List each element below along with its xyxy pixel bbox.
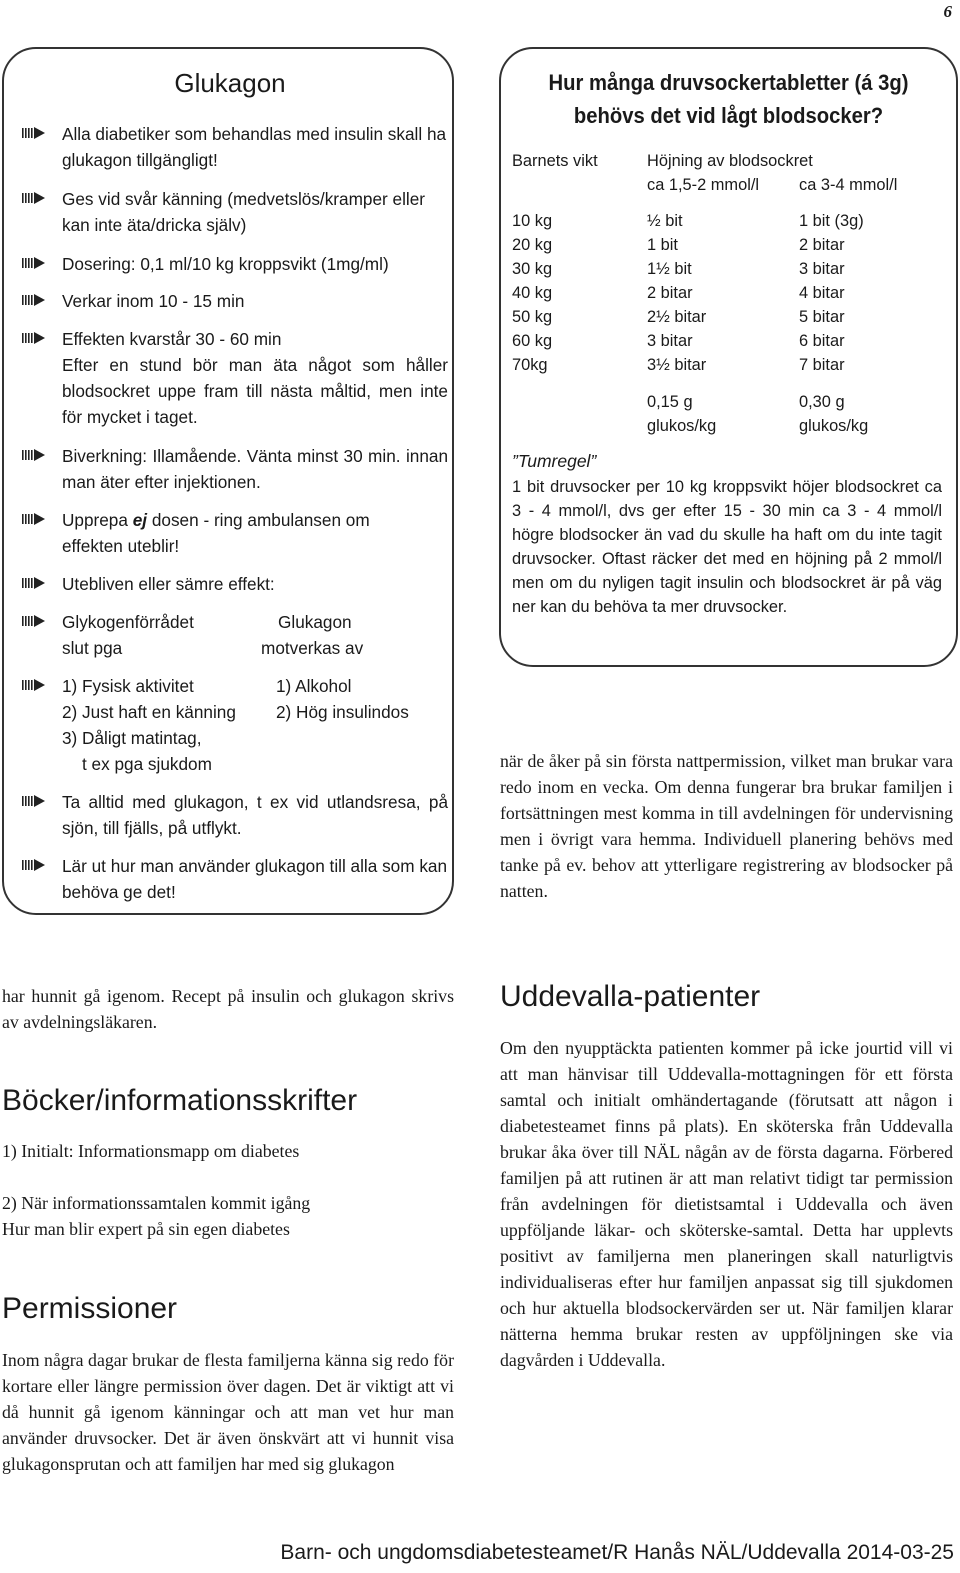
table-cell: 3 bitar xyxy=(647,332,693,350)
page-number: 6 xyxy=(943,2,952,21)
footer: Barn- och ungdomsdiabetesteamet/R Hanås NÄL/Uddevalla 2014-03-25 xyxy=(280,1541,954,1564)
arrow-icon xyxy=(22,330,46,346)
col-weight-header: Barnets vikt xyxy=(512,152,598,170)
glukagon-col-label: Glukagon xyxy=(278,612,352,632)
arrow-icon xyxy=(22,575,46,591)
table-cell: 2 bitar xyxy=(647,284,693,302)
druvsocker-title-line1: Hur många druvsockertabletter (á 3g) xyxy=(548,70,909,95)
table-cell: 7 bitar xyxy=(799,356,845,374)
glykogen-label: Glykogenförrådet xyxy=(62,612,194,632)
table-cell: 50 kg xyxy=(512,308,553,326)
recept-paragraph: har hunnit gå igenom. Recept på insulin och glukagon skrivs av avdelningsläkaren. xyxy=(2,986,454,1032)
cause-3-detail: t ex pga sjukdom xyxy=(82,754,212,774)
books-item-2: 2) När informationssamtalen kommit igång xyxy=(2,1193,311,1213)
table-cell: 3½ bitar xyxy=(647,356,707,374)
counter-1: 1) Alkohol xyxy=(276,676,352,696)
glukagon-title: Glukagon xyxy=(174,68,286,98)
col-rise-sub1: ca 1,5-2 mmol/l xyxy=(647,176,760,194)
tumregel-title: ”Tumregel” xyxy=(512,451,597,471)
table-cell: 6 bitar xyxy=(799,332,845,350)
table-cell: 60 kg xyxy=(512,332,553,350)
permissioner-text: Inom några dagar brukar de flesta familjerna känna sig redo för kortare eller längre permission över dagen. Det är viktigt att vi då hunnit gå igenom känningar och att man vet hur man använder druvsocker. Det är även önskvärt att vi hunnit visa glukagonsprutan och att familjen har med sig glukagon xyxy=(2,1350,454,1474)
arrow-icon xyxy=(22,857,46,873)
glukagon-item-10 xyxy=(62,673,448,777)
table-cell: 2½ bitar xyxy=(647,308,707,326)
glukagon-item-2: Ges vid svår känning (medvetslös/kramper eller kan inte äta/dricka själv) xyxy=(62,189,425,235)
arrow-icon xyxy=(22,793,46,809)
books-heading: Böcker/informationsskrifter xyxy=(2,1084,358,1117)
table-cell: 10 kg xyxy=(512,212,553,230)
upprepa-rest: dosen - ring ambulansen om effekten uteblir! xyxy=(62,510,370,556)
glukagon-item-1: Alla diabetiker som behandlas med insulin skall ha glukagon tillgängligt! xyxy=(62,124,447,170)
glukagon-item-7 xyxy=(62,507,402,559)
tumregel-text: 1 bit druvsocker per 10 kg kroppsvikt höjer blodsockret ca 3 - 4 mmol/l, dvs ger efter 15 - 30 min ca 3 - 4 mmol/l högre blodsocker än vad du skulle ha haft om du inte tagit druvsocker. Oftast räcker det med en höjning på 2 mmol/l men om du nyligen tagit insulin och blodsockret är på väg ner kan du behöva ta mer druvsocker. xyxy=(512,478,942,616)
counter-2: 2) Hög insulindos xyxy=(276,702,409,722)
glukagon-item-4: Verkar inom 10 - 15 min xyxy=(62,291,245,311)
glukagon-item-12: Lär ut hur man använder glukagon till alla som kan behöva ge det! xyxy=(62,856,448,902)
cause-2: 2) Just haft en känning xyxy=(62,702,236,722)
glukagon-item-11: Ta alltid med glukagon, t ex vid utlandsresa, på sjön, till fjälls, på utflykt. xyxy=(62,792,448,838)
arrow-icon xyxy=(22,447,46,463)
cause-3: 3) Dåligt matintag, xyxy=(62,728,202,748)
glukagon-item-5-detail: Efter en stund bör man äta något som håller blodsockret uppe fram till nästa måltid, men inte för mycket i taget. xyxy=(62,355,448,427)
table-cell: 5 bitar xyxy=(799,308,845,326)
permissioner-heading: Permissioner xyxy=(2,1292,178,1325)
table-cell: 3 bitar xyxy=(799,260,845,278)
table-cell: 70kg xyxy=(512,356,548,374)
glukagon-item-6: Biverkning: Illamående. Vänta minst 30 min. innan man äter efter injektionen. xyxy=(62,446,448,492)
uddevalla-heading: Uddevalla-patienter xyxy=(500,980,761,1013)
glukagon-item-9 xyxy=(62,609,448,661)
glucose-per-kg-2: 0,30 g xyxy=(799,393,845,411)
arrow-icon xyxy=(22,190,46,206)
col-rise-header: Höjning av blodsockret xyxy=(647,152,813,170)
books-item-1: 1) Initialt: Informationsmapp om diabetes xyxy=(2,1141,300,1161)
nattpermission-paragraph: när de åker på sin första nattpermission, vilket man brukar vara redo inom en vecka. Om denna fungerar bra brukar familjen i fortsättningen mest komma in till avdelningen för undervisning men i övrigt vara hemma. Individuell planering behövs med tanke på ev. behov att ytterligare registrering av blodsocker på natten. xyxy=(500,751,953,901)
table-cell: ½ bit xyxy=(647,212,683,230)
slut-pga-label: slut pga xyxy=(62,638,123,658)
cause-1: 1) Fysisk aktivitet xyxy=(62,676,194,696)
ej-emphasis: ej xyxy=(132,510,148,530)
table-cell: 4 bitar xyxy=(799,284,845,302)
motverkas-label: motverkas av xyxy=(261,638,364,658)
glukagon-item-5: Effekten kvarstår 30 - 60 min xyxy=(62,329,282,349)
table-cell: 1½ bit xyxy=(647,260,692,278)
glucose-per-kg-2-unit: glukos/kg xyxy=(799,417,869,435)
glukagon-item-8: Utebliven eller sämre effekt: xyxy=(62,574,275,594)
arrow-icon xyxy=(22,511,46,527)
arrow-icon xyxy=(22,255,46,271)
table-cell: 1 bit xyxy=(647,236,678,254)
glukagon-item-3: Dosering: 0,1 ml/10 kg kroppsvikt (1mg/ml) xyxy=(62,254,389,274)
books-item-2-title: Hur man blir expert på sin egen diabetes xyxy=(2,1219,290,1239)
arrow-icon xyxy=(22,292,46,308)
col-rise-sub2: ca 3-4 mmol/l xyxy=(799,176,898,194)
upprepa-text: Upprepa xyxy=(62,510,128,530)
arrow-icon xyxy=(22,125,46,141)
uddevalla-text: Om den nyupptäckta patienten kommer på icke jourtid vill vi att man hänvisar till Uddevalla-mottagningen för ett första samtal och initialt omhändertagande (förutsatt att någon i diabetesteamet finns på plats). En sköterska från Uddevalla brukar åka över till NÄL någån av de första dagarna. Förbered familjen på att rutinen är att man relativt tidigt tar permission från avdelningen för dietistsamtal i Uddevalla och även uppföljande läkar- och sköterske-samtal. Detta har upplevts positivt av familjerna men planeringen skall naturligtvis individualiseras efter hur familjen anpassat sig till sjukdomen och hur aktuella blodsockervärden ser ut. När familjen klarar nätterna hemma brukar resten av uppföljningen ske via dagvården i Uddevalla. xyxy=(500,1038,953,1370)
table-cell: 30 kg xyxy=(512,260,553,278)
glucose-per-kg-1-unit: glukos/kg xyxy=(647,417,717,435)
table-cell: 1 bit (3g) xyxy=(799,212,864,230)
arrow-icon xyxy=(22,677,46,693)
druvsocker-title-line2: behövs det vid lågt blodsocker? xyxy=(573,103,884,128)
arrow-icon xyxy=(22,613,46,629)
table-cell: 40 kg xyxy=(512,284,553,302)
glucose-per-kg-1: 0,15 g xyxy=(647,393,693,411)
table-cell: 2 bitar xyxy=(799,236,845,254)
druvsocker-title xyxy=(517,66,939,132)
table-cell: 20 kg xyxy=(512,236,553,254)
